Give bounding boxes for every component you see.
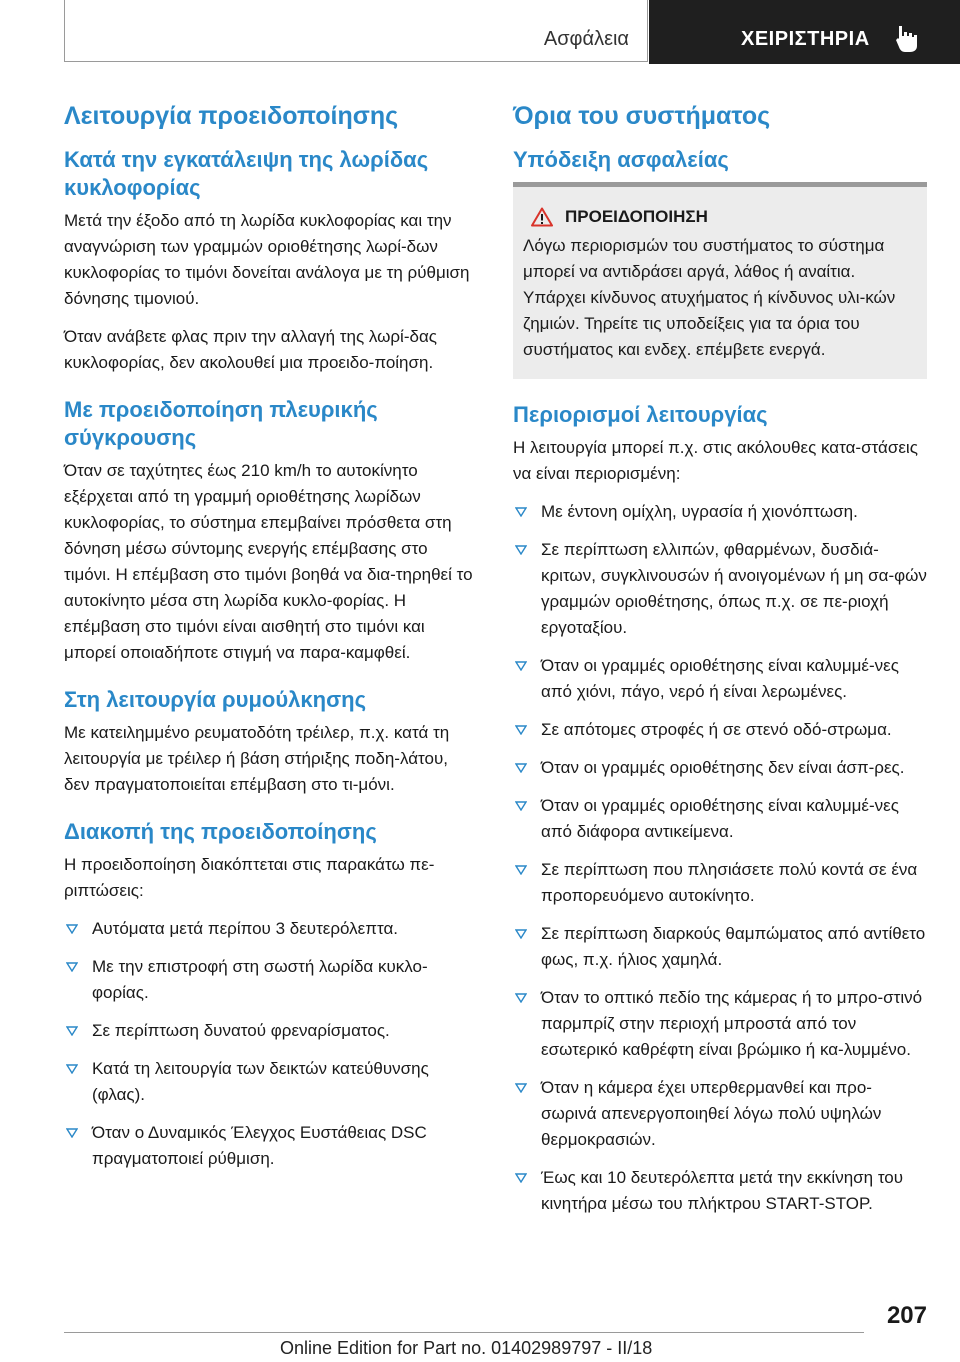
list-item-text: Όταν η κάμερα έχει υπερθερμανθεί και προ-σωρινά απενεργοποιηθεί λόγω πολύ υψηλών θερμοκρασιών. [541, 1078, 882, 1149]
list-item [513, 755, 927, 781]
list-item [513, 499, 927, 525]
triangle-bullet-icon [515, 1173, 527, 1183]
list-item-text: Σε περίπτωση διαρκούς θαμπώματος από αντίθετο φως, π.χ. ήλιος χαμηλά. [541, 924, 926, 969]
list-item [513, 653, 927, 705]
warning-text: Λόγω περιορισμών του συστήματος το σύστημα μπορεί να αντιδράσει αργά, λάθος ή αναίτια. Υπάρχει κίνδυνος ατυχήματος ή κίνδυνος υλι-κών ζημιών. Τηρείτε τις υποδείξεις για τα όρια του συστήματος και ενδεχ. επέμβετε ενεργά. [523, 236, 896, 359]
left-column [64, 100, 478, 1184]
list-item-text: Έως και 10 δευτερόλεπτα μετά την εκκίνηση του κινητήρα μέσω του πλήκτρου START-STOP. [541, 1168, 904, 1213]
section-tab [64, 0, 648, 62]
triangle-bullet-icon [515, 661, 527, 671]
list-item-text: Όταν οι γραμμές οριοθέτησης δεν είναι άσπ-ρες. [541, 758, 905, 777]
list-item-text: Σε περίπτωση που πλησιάσετε πολύ κοντά σε ένα προπορευόμενο αυτοκίνητο. [541, 860, 918, 905]
list-item-text: Σε απότομες στροφές ή σε στενό οδό-στρωμα. [541, 720, 892, 739]
paragraph: Όταν σε ταχύτητες έως 210 km/h το αυτοκίνητο εξέρχεται από τη γραμμή οριοθέτησης λωρίδων κυκλοφορίας, το σύστημα επεμβαίνει πρόσθετα στη δόνηση μέσω σύντομης ενεργής επέμβασης στο τιμόνι. Η επέμβαση στο τιμόνι βοηθά να δια-τηρηθεί το αυτοκίνητο μέσα στη λωρίδα κυκλο-φορίας. Η επέμβαση στο τιμόνι είναι αισθητή στο τιμόνι και μπορεί οποιαδήποτε στιγμή να παρα-καμφθεί. [64, 461, 473, 662]
section-label: Ασφάλεια [543, 28, 629, 50]
warning-box [513, 182, 927, 379]
list-item-text: Σε περίπτωση δυνατού φρεναρίσματος. [92, 1021, 390, 1040]
section-title: Όρια του συστήματος [513, 102, 771, 130]
triangle-bullet-icon [515, 1083, 527, 1093]
subsection-heading: Κατά την εγκατάλειψη της λωρίδας κυκλοφορίας [64, 147, 429, 200]
list-item [513, 793, 927, 845]
triangle-bullet-icon [66, 1128, 78, 1138]
bullet-list [64, 916, 478, 1172]
list-item [64, 1120, 478, 1172]
list-item-text: Όταν το οπτικό πεδίο της κάμερας ή το μπρο-στινό παρμπρίζ στην περιοχή μπροστά από τον εσωτερικό καθρέφτη είναι βρώμικο ή κα-λυμμένο. [541, 988, 923, 1059]
list-item-text: Όταν οι γραμμές οριοθέτησης είναι καλυμμέ-νες από χιόνι, πάγο, νερό ή είναι λερωμένες. [541, 656, 899, 701]
manual-label: ΧΕΙΡΙΣΤΗΡΙΑ [741, 28, 870, 50]
list-item-text: Όταν οι γραμμές οριοθέτησης είναι καλυμμέ-νες από διάφορα αντικείμενα. [541, 796, 899, 841]
triangle-bullet-icon [515, 801, 527, 811]
footer-edition: Online Edition for Part no. 01402989797 - II/18 [280, 1338, 653, 1358]
list-item [513, 1165, 927, 1217]
page-header [64, 0, 960, 64]
paragraph: Όταν ανάβετε φλας πριν την αλλαγή της λωρί-δας κυκλοφορίας, δεν ακολουθεί μια προειδο-ποίηση. [64, 327, 437, 372]
list-item [513, 985, 927, 1063]
paragraph: Με κατειλημμένο ρευματοδότη τρέιλερ, π.χ. κατά τη λειτουργία με τρέιλερ ή βάση στήριξης ποδη-λάτου, δεν πραγματοποιείται επέμβαση στο τι-μόνι. [64, 723, 450, 794]
footer-divider [64, 1332, 864, 1333]
triangle-bullet-icon [66, 1026, 78, 1036]
subsection-heading: Με προειδοποίηση πλευρικής σύγκρουσης [64, 397, 378, 450]
list-item [64, 1056, 478, 1108]
bullet-list [513, 499, 927, 1217]
list-item [513, 1075, 927, 1153]
list-item [64, 916, 478, 942]
list-item [513, 717, 927, 743]
paragraph: Η λειτουργία μπορεί π.χ. στις ακόλουθες κατα-στάσεις να είναι περιορισμένη: [513, 438, 918, 483]
page-number: 207 [886, 1302, 927, 1329]
list-item [513, 921, 927, 973]
list-item [513, 857, 927, 909]
triangle-bullet-icon [515, 725, 527, 735]
paragraph: Η προειδοποίηση διακόπτεται στις παρακάτω πε-ριπτώσεις: [64, 855, 435, 900]
list-item-text: Σε περίπτωση ελλιπών, φθαρμένων, δυσδιά-κριτων, συγκλινουσών ή ανοιγομένων ή μη σα-φών γραμμών οριοθέτησης, όπως π.χ. σε πε-ριοχή εργοταξίου. [541, 540, 927, 637]
subsection-heading: Στη λειτουργία ρυμούλκησης [64, 687, 367, 712]
manual-tab [649, 0, 960, 64]
subsection-heading: Υπόδειξη ασφαλείας [513, 147, 729, 172]
triangle-bullet-icon [66, 1064, 78, 1074]
triangle-bullet-icon [515, 507, 527, 517]
section-title: Λειτουργία προειδοποίησης [64, 102, 399, 130]
list-item-text: Αυτόματα μετά περίπου 3 δευτερόλεπτα. [92, 919, 399, 938]
subsection-heading: Περιορισμοί λειτουργίας [513, 402, 768, 427]
list-item [513, 537, 927, 641]
triangle-bullet-icon [515, 865, 527, 875]
paragraph: Μετά την έξοδο από τη λωρίδα κυκλοφορίας και την αναγνώριση των γραμμών οριοθέτησης λωρί-δων κυκλοφορίας το τιμόνι δονείται ανάλογα με τη ρύθμιση δόνησης τιμονιού. [64, 211, 470, 308]
subsection-heading: Διακοπή της προειδοποίησης [64, 819, 377, 844]
triangle-bullet-icon [515, 993, 527, 1003]
triangle-bullet-icon [515, 545, 527, 555]
warning-title-text: ΠΡΟΕΙΔΟΠΟΙΗΣΗ [565, 207, 708, 226]
list-item [64, 1018, 478, 1044]
triangle-bullet-icon [66, 924, 78, 934]
triangle-bullet-icon [515, 929, 527, 939]
triangle-bullet-icon [66, 962, 78, 972]
list-item-text: Με έντονη ομίχλη, υγρασία ή χιονόπτωση. [541, 502, 858, 521]
list-item-text: Με την επιστροφή στη σωστή λωρίδα κυκλο-φορίας. [92, 957, 428, 1002]
warning-triangle-icon [531, 207, 553, 227]
warning-title [523, 207, 913, 227]
hand-pointer-icon [894, 24, 920, 54]
list-item [64, 954, 478, 1006]
list-item-text: Κατά τη λειτουργία των δεικτών κατεύθυνσης (φλας). [92, 1059, 429, 1104]
right-column [513, 100, 927, 1229]
triangle-bullet-icon [515, 763, 527, 773]
list-item-text: Όταν ο Δυναμικός Έλεγχος Ευστάθειας DSC πραγματοποιεί ρύθμιση. [92, 1123, 427, 1168]
